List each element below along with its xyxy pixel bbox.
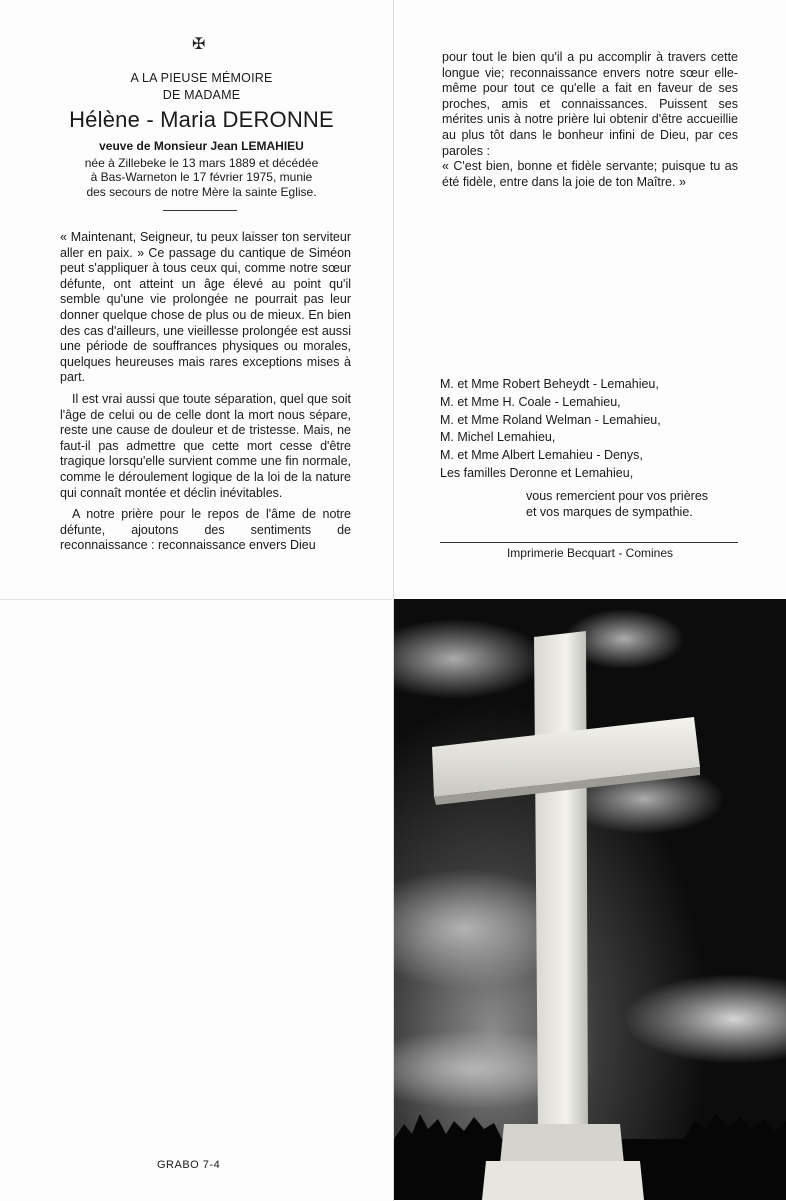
front-panel bbox=[0, 0, 394, 598]
family-line: M. Michel Lemahieu, bbox=[440, 430, 556, 445]
family-line: M. et Mme Robert Beheydt - Lemahieu, bbox=[440, 377, 659, 391]
memorial-line-2: DE MADAME bbox=[162, 88, 241, 102]
quote: « C'est bien, bonne et fidèle servante; puisque tu as été fidèle, entre dans la joie de ton Maître. » bbox=[442, 159, 738, 189]
cross-icon: ✠ bbox=[192, 36, 206, 53]
thanks-line-2: et vos marques de sympathie. bbox=[526, 505, 693, 519]
cross-photo bbox=[394, 599, 786, 1200]
paragraph: A notre prière pour le repos de l'âme de notre défunte, ajoutons des sentiments de reconnaissance : reconnaissance envers Dieu bbox=[60, 507, 351, 553]
cross-photo-image bbox=[394, 599, 786, 1200]
paragraph: pour tout le bien qu'il a pu accomplir à travers cette longue vie; reconnaissance envers notre sœur elle-même pour tout ce qu'elle a fait en faveur de ses proches, amis et connaissances. Puissent ses mérites unis à notre prière lui obtenir d'être accueillie au plus tôt dans le bonheur infini de Dieu, par ces paroles : bbox=[442, 50, 738, 158]
birth-death-info bbox=[60, 156, 343, 199]
birth-line-3: des secours de notre Mère la sainte Eglise. bbox=[86, 184, 317, 199]
widow-of-line: veuve de Monsieur Jean LEMAHIEU bbox=[99, 139, 304, 153]
meditation-text bbox=[60, 230, 351, 560]
family-line: Les familles Deronne et Lemahieu, bbox=[440, 465, 634, 480]
thanks-line-1: vous remercient pour vos prières bbox=[526, 489, 709, 503]
deceased-name: Hélène - Maria DERONNE bbox=[69, 107, 334, 132]
printer-divider bbox=[440, 542, 738, 543]
birth-line-1: née à Zillebeke le 13 mars 1889 et décédée bbox=[84, 156, 319, 170]
memorial-heading bbox=[60, 70, 343, 104]
paragraph: Il est vrai aussi que toute séparation, quel que soit l'âge de celui ou de celle dont la mort nous sépare, reste une cause de douleur et de tristesse. Mais, ne faut-il pas admettre que cette mort cesse d'être tragique lorsqu'elle survient comme une fin normale, comme le déroulement logique de la loi de la nature qui connaît montée et déclin inévitables. bbox=[60, 391, 351, 500]
family-list bbox=[440, 376, 740, 483]
continued-text bbox=[442, 50, 738, 190]
family-line: M. et Mme Albert Lemahieu - Denys, bbox=[440, 448, 643, 463]
birth-line-2: à Bas-Warneton le 17 février 1975, munie bbox=[90, 170, 313, 185]
memorial-line-1: A LA PIEUSE MÉMOIRE bbox=[130, 71, 273, 85]
paragraph: « Maintenant, Seigneur, tu peux laisser ton serviteur aller en paix. » Ce passage du cantique de Siméon peut s'appliquer à tous ceux qui, comme notre sœur défunte, ont atteint un âge élevé au point qu'il semble qu'une vie prolongée ne pourrait pas leur donner quelque chose de plus ou de mieux. En bien des cas d'ailleurs, une vieillesse prolongée est aussi une période de souffrances physiques ou morales, quelques heureuses mais rares exceptions mises à part. bbox=[60, 230, 351, 385]
inside-panel bbox=[394, 0, 786, 598]
print-code: GRABO 7-4 bbox=[157, 1159, 221, 1171]
back-panel bbox=[0, 599, 394, 1201]
divider bbox=[163, 210, 237, 211]
family-line: M. et Mme Roland Welman - Lemahieu, bbox=[440, 412, 661, 427]
thanks-text bbox=[526, 488, 756, 520]
family-line: M. et Mme H. Coale - Lemahieu, bbox=[440, 394, 621, 409]
printer-credit: Imprimerie Becquart - Comines bbox=[506, 546, 674, 560]
